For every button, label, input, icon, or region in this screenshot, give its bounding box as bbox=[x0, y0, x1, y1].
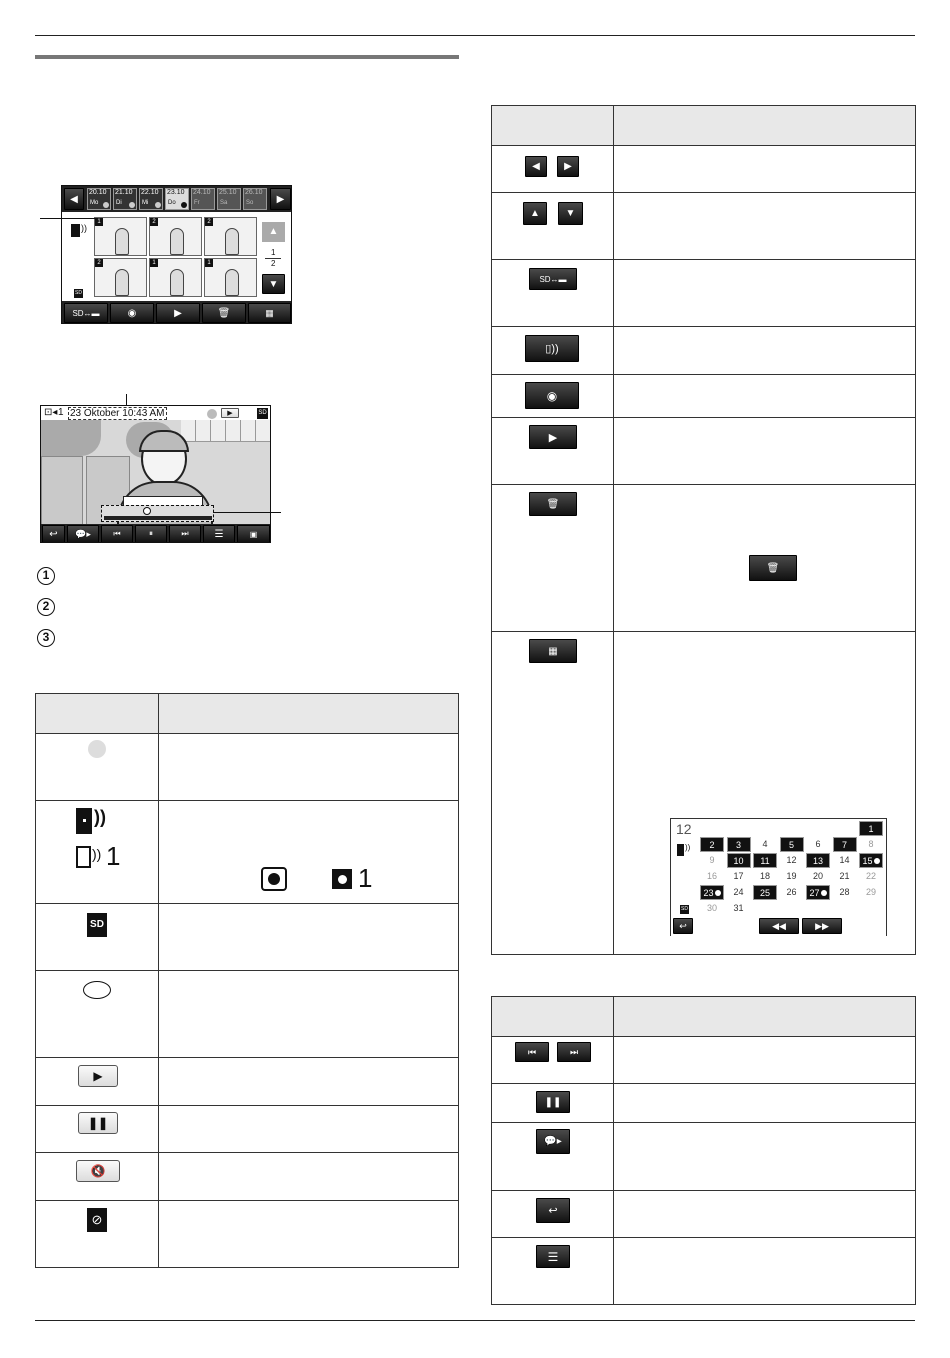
mute-icon: 🔇 bbox=[76, 1160, 120, 1182]
back-icon: ↩ bbox=[536, 1198, 570, 1223]
calendar-day-number: 13 bbox=[812, 856, 823, 866]
visitor-figure bbox=[225, 228, 239, 255]
camera-icon bbox=[261, 867, 287, 891]
date-tab-weekday: So bbox=[246, 200, 254, 206]
sound-waves-icon: )) bbox=[92, 846, 102, 862]
callout-number-3: 3 bbox=[37, 629, 55, 647]
bottom-rule bbox=[35, 1320, 915, 1321]
calendar-day-number: 24 bbox=[733, 887, 744, 897]
calendar-day[interactable] bbox=[753, 853, 777, 868]
date-tab-date: 22.10 bbox=[141, 189, 159, 196]
calendar-day-number: 5 bbox=[788, 840, 794, 850]
speech-bubble-icon bbox=[83, 981, 111, 999]
calendar-day[interactable] bbox=[833, 885, 857, 900]
unread-dot-icon bbox=[155, 202, 161, 208]
date-tab-date: 24.10 bbox=[193, 189, 211, 196]
date-tab-weekday: Fr bbox=[194, 200, 200, 206]
calendar-day[interactable] bbox=[727, 885, 751, 900]
recording-thumbnail[interactable] bbox=[94, 258, 147, 297]
calendar-day[interactable] bbox=[859, 837, 883, 852]
sound-waves-icon: )) bbox=[685, 843, 691, 852]
date-tab-weekday: Mo bbox=[90, 200, 99, 206]
calendar-day-number: 12 bbox=[786, 855, 797, 865]
unread-dot-icon bbox=[129, 202, 135, 208]
unread-dot-icon bbox=[103, 202, 109, 208]
table-header bbox=[36, 694, 458, 733]
down-arrow-icon: ▼ bbox=[558, 202, 583, 225]
camera-icon bbox=[332, 869, 352, 889]
calendar-day[interactable] bbox=[753, 837, 777, 852]
brick-wall bbox=[181, 420, 271, 442]
calendar-day[interactable] bbox=[727, 853, 751, 868]
date-tab[interactable] bbox=[139, 188, 163, 210]
calendar-day[interactable] bbox=[727, 901, 751, 916]
skip-back-icon: ⏮ bbox=[515, 1042, 549, 1062]
calendar-day[interactable] bbox=[780, 853, 804, 868]
playback-icon-table bbox=[491, 996, 916, 1305]
calendar-day-number: 18 bbox=[759, 871, 770, 881]
play-button[interactable]: ▶ bbox=[156, 303, 200, 323]
door bbox=[41, 456, 83, 526]
date-tab[interactable] bbox=[113, 188, 137, 210]
sd-icon: SD bbox=[75, 290, 82, 296]
list-icon: ☰ bbox=[536, 1245, 570, 1268]
play-icon: ▶ bbox=[529, 425, 577, 449]
calendar-day[interactable] bbox=[753, 885, 777, 900]
calendar-day[interactable] bbox=[727, 869, 751, 884]
unread-dot-icon bbox=[207, 409, 217, 419]
next-month-button[interactable]: ▶▶ bbox=[802, 918, 842, 934]
unread-dot-icon bbox=[874, 858, 880, 864]
back-button[interactable]: ↩ bbox=[673, 918, 693, 934]
trash-icon: 🗑 bbox=[529, 492, 577, 516]
message-icon: 💬▸ bbox=[536, 1129, 570, 1154]
pause-icon: ❚❚ bbox=[536, 1091, 570, 1113]
date-tab-weekday: Di bbox=[116, 200, 122, 206]
delete-button[interactable]: 🗑 bbox=[202, 303, 246, 323]
back-button[interactable]: ↩ bbox=[42, 525, 65, 543]
calendar-day-number: 19 bbox=[786, 871, 797, 881]
recording-thumbnail[interactable] bbox=[204, 258, 257, 297]
calendar-day[interactable] bbox=[833, 853, 857, 868]
camera-number: 1 bbox=[205, 259, 213, 267]
calendar-day-number: 17 bbox=[733, 871, 744, 881]
calendar-day-number: 1 bbox=[868, 824, 874, 834]
message-button[interactable]: 💬▸ bbox=[67, 525, 99, 543]
calendar-day[interactable] bbox=[700, 869, 724, 884]
calendar-day[interactable] bbox=[833, 869, 857, 884]
date-tab-weekday: Do bbox=[168, 200, 176, 206]
calendar-day-number: 31 bbox=[733, 903, 744, 913]
record-button[interactable]: ◉ bbox=[110, 303, 154, 323]
intercom-icon bbox=[71, 224, 80, 237]
play-status-icon: ▶ bbox=[221, 408, 239, 418]
play-icon: ▶ bbox=[78, 1065, 118, 1087]
calendar-day-number: 11 bbox=[760, 856, 770, 866]
calendar-day[interactable] bbox=[700, 853, 724, 868]
prev-day-button[interactable]: ◀ bbox=[64, 188, 84, 210]
calendar-day[interactable] bbox=[780, 885, 804, 900]
unread-dot-icon bbox=[88, 740, 106, 758]
camera-number: 2 bbox=[150, 218, 158, 226]
calendar-day-number: 29 bbox=[865, 887, 876, 897]
next-day-button[interactable]: ▶ bbox=[270, 188, 291, 210]
calendar-day[interactable] bbox=[806, 853, 830, 868]
date-tab[interactable] bbox=[87, 188, 111, 210]
date-tab[interactable] bbox=[217, 188, 241, 210]
date-time-display: 23 Oktober 10:43 AM bbox=[70, 408, 165, 419]
date-tab[interactable] bbox=[191, 188, 215, 210]
calendar-day[interactable] bbox=[859, 869, 883, 884]
scroll-down-button[interactable]: ▼ bbox=[262, 274, 285, 294]
calendar-day[interactable] bbox=[859, 853, 883, 868]
camera-number: 1 bbox=[58, 407, 64, 418]
unread-dot-icon bbox=[715, 890, 721, 896]
camera-number: 1 bbox=[358, 863, 373, 893]
page-current: 1 bbox=[271, 248, 276, 257]
column-divider bbox=[158, 694, 159, 1267]
visitor-figure bbox=[225, 269, 239, 296]
camera-number: 1 bbox=[95, 218, 103, 226]
callout-number-2: 2 bbox=[37, 598, 55, 616]
table-row bbox=[492, 192, 915, 259]
calendar-day-number: 15 bbox=[862, 856, 873, 866]
calendar-day[interactable] bbox=[727, 837, 751, 852]
scroll-up-button[interactable]: ▲ bbox=[262, 222, 285, 242]
calendar-day[interactable] bbox=[780, 869, 804, 884]
recording-list-screen bbox=[61, 185, 292, 324]
calendar-day-number: 21 bbox=[839, 871, 850, 881]
section-heading-bar bbox=[35, 55, 459, 59]
date-tab[interactable] bbox=[243, 188, 267, 210]
calendar-month: 12 bbox=[676, 821, 692, 837]
calendar-day-number: 14 bbox=[839, 855, 850, 865]
calendar-day-number: 20 bbox=[812, 871, 823, 881]
unread-dot-icon bbox=[181, 202, 187, 208]
skip-back-button[interactable]: ⏮ bbox=[101, 525, 133, 543]
calendar-day-number: 27 bbox=[809, 888, 820, 898]
date-tab-date: 20.10 bbox=[89, 189, 107, 196]
calendar-day[interactable] bbox=[806, 885, 830, 900]
camera-number: 1 bbox=[150, 259, 158, 267]
tree bbox=[41, 420, 101, 456]
callout-line-3 bbox=[213, 512, 281, 513]
table-header bbox=[492, 997, 915, 1036]
camera-icon: ⊡◂ bbox=[44, 407, 58, 418]
camera-number: 2 bbox=[205, 218, 213, 226]
calendar-day-number: 6 bbox=[815, 839, 821, 849]
recording-thumbnail[interactable] bbox=[149, 258, 202, 297]
up-arrow-icon: ▲ bbox=[523, 202, 547, 225]
sd-icon: SD bbox=[87, 913, 107, 937]
calendar-day[interactable] bbox=[700, 837, 724, 852]
trash-icon: 🗑 bbox=[749, 555, 797, 581]
callout-line-1 bbox=[40, 218, 95, 219]
calendar-day-number: 7 bbox=[841, 840, 847, 850]
calendar-button[interactable]: ▦ bbox=[248, 303, 291, 323]
calendar-day-number: 9 bbox=[709, 855, 715, 865]
camera-number: 1 bbox=[106, 841, 121, 871]
date-tab-date: 23.10 bbox=[167, 189, 185, 196]
sd-icon: SD bbox=[681, 906, 688, 912]
calendar-day[interactable] bbox=[700, 901, 724, 916]
camera-number: 2 bbox=[95, 259, 103, 267]
calendar-day-number: 3 bbox=[735, 840, 741, 850]
calendar-day-number: 22 bbox=[865, 871, 876, 881]
sd-icon: SD bbox=[257, 408, 268, 419]
visitor-figure bbox=[170, 269, 184, 296]
snapshot-button[interactable]: ▣ bbox=[237, 525, 270, 543]
column-divider bbox=[613, 106, 614, 954]
calendar-day[interactable] bbox=[806, 837, 830, 852]
sd-switch-button[interactable]: SD↔▬ bbox=[64, 303, 108, 323]
calendar-day[interactable] bbox=[859, 821, 883, 836]
intercom-icon: ▯)) bbox=[525, 335, 579, 362]
date-tab-date: 21.10 bbox=[115, 189, 133, 196]
date-tab-date: 25.10 bbox=[219, 189, 237, 196]
calendar-day[interactable] bbox=[859, 885, 883, 900]
intercom-outline-icon bbox=[76, 846, 91, 868]
date-tab-weekday: Sa bbox=[220, 200, 228, 206]
table-row bbox=[492, 145, 915, 192]
calendar-day-number: 8 bbox=[868, 839, 874, 849]
callout-number-1: 1 bbox=[37, 567, 55, 585]
calendar-day[interactable] bbox=[780, 837, 804, 852]
calendar-day-number: 26 bbox=[786, 887, 797, 897]
table-header bbox=[492, 106, 915, 145]
visitor-figure bbox=[115, 228, 129, 255]
recording-thumbnail[interactable] bbox=[204, 217, 257, 256]
calendar-day-number: 16 bbox=[706, 871, 717, 881]
skip-forward-icon: ⏭ bbox=[557, 1042, 591, 1062]
sound-waves-icon: )) bbox=[81, 223, 87, 233]
skip-forward-button[interactable]: ⏭ bbox=[169, 525, 201, 543]
sd-switch-icon: SD↔▬ bbox=[529, 268, 577, 290]
column-divider bbox=[613, 997, 614, 1304]
pause-icon: ❚❚ bbox=[78, 1112, 118, 1134]
intercom-dot-icon bbox=[83, 819, 86, 822]
calendar-day-number: 2 bbox=[709, 840, 715, 850]
calendar-day[interactable] bbox=[833, 837, 857, 852]
prev-month-button[interactable]: ◀◀ bbox=[759, 918, 799, 934]
calendar-day-number: 30 bbox=[706, 903, 717, 913]
calendar-day-number: 25 bbox=[759, 888, 770, 898]
visitor-figure bbox=[115, 269, 129, 296]
calendar-day[interactable] bbox=[806, 869, 830, 884]
recording-thumbnail[interactable] bbox=[94, 217, 147, 256]
unread-dot-icon bbox=[821, 890, 827, 896]
calendar-day[interactable] bbox=[753, 869, 777, 884]
table-row bbox=[492, 1036, 915, 1083]
calendar-day-number: 28 bbox=[839, 887, 850, 897]
playback-screen bbox=[40, 405, 271, 543]
list-button[interactable]: ☰ bbox=[203, 525, 235, 543]
recording-thumbnail[interactable] bbox=[149, 217, 202, 256]
date-tab-date: 26.10 bbox=[245, 189, 263, 196]
pause-button[interactable]: ⏸ bbox=[135, 525, 167, 543]
calendar-day-number: 4 bbox=[762, 839, 768, 849]
calendar-screen bbox=[670, 818, 887, 936]
visitor-figure bbox=[170, 228, 184, 255]
progress-marker-icon bbox=[143, 507, 151, 515]
page-total: 2 bbox=[271, 259, 276, 268]
block-icon: ⊘ bbox=[87, 1208, 107, 1232]
left-arrow-icon: ◀ bbox=[525, 156, 547, 177]
icon-table-left bbox=[35, 693, 459, 1268]
calendar-icon: ▦ bbox=[529, 639, 577, 663]
date-tab-weekday: Mi bbox=[142, 200, 149, 206]
record-icon: ◉ bbox=[525, 382, 579, 409]
intercom-icon bbox=[677, 844, 684, 856]
calendar-day-number: 23 bbox=[703, 888, 714, 898]
calendar-day-number: 10 bbox=[733, 856, 744, 866]
progress-bar bbox=[104, 516, 212, 520]
icon-table-right bbox=[491, 105, 916, 955]
calendar-day[interactable] bbox=[700, 885, 724, 900]
date-tab[interactable] bbox=[165, 188, 189, 210]
right-arrow-icon: ▶ bbox=[557, 156, 579, 177]
top-rule bbox=[35, 35, 915, 36]
sound-waves-icon: )) bbox=[94, 807, 106, 827]
